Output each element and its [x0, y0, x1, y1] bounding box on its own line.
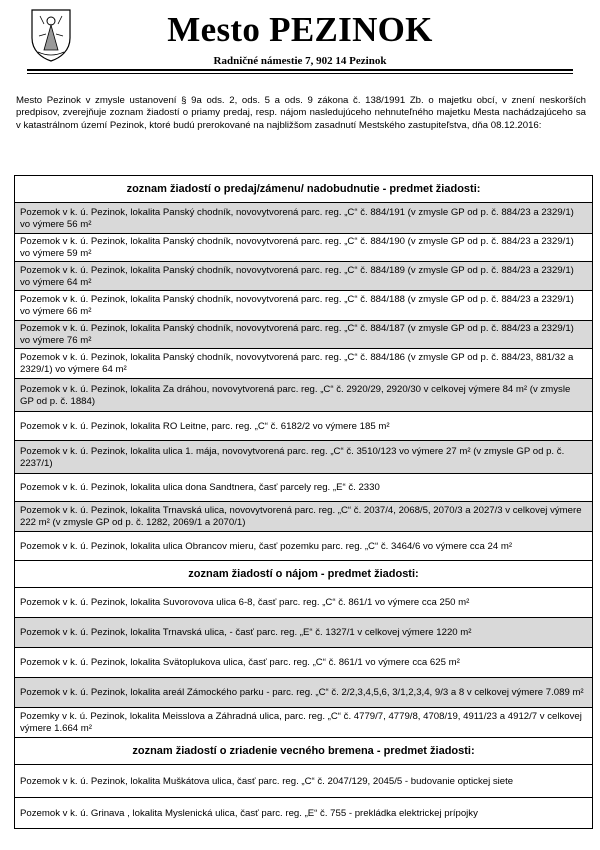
page-title: Mesto PEZINOK	[167, 10, 433, 49]
table-row: Pozemok v k. ú. Pezinok, lokalita Za dráhou, novovytvorená parc. reg. „C“ č. 2920/29, 2920/30 v celkovej výmere 84 m² (v zmysle GP od p. č. 1884)	[15, 379, 592, 412]
table-row: Pozemok v k. ú. Grinava , lokalita Myslenická ulica, časť parc. reg. „E“ č. 755 - prekládka elektrickej prípojky	[20, 807, 478, 819]
section-heading-lease: zoznam žiadostí o nájom - predmet žiadosti:	[15, 561, 592, 588]
table-row: Pozemok v k. ú. Pezinok, lokalita RO Leitne, parc. reg. „C“ č. 6182/2 vo výmere 185 m²	[15, 412, 592, 441]
table-row: Pozemok v k. ú. Pezinok, lokalita Suvorovova ulica 6-8, časť parc. reg. „C“ č. 861/1 vo výmere cca 250 m²	[15, 588, 592, 618]
intro-paragraph: Mesto Pezinok v zmysle ustanovení § 9a ods. 2, ods. 5 a ods. 9 zákona č. 138/1991 Zb. o majetku obcí, v znení neskorších predpisov, zverejňuje zoznam žiadostí o priamy predaj, resp. nájom nasledujúceho nehnuteľného majetku Mesta nachádzajúceho sa v katastrálnom území Pezinok, ktoré budú prerokované na najbližšom zasadnutí Mestského zastupiteľstva, dňa 08.12.2016:	[16, 95, 586, 131]
table-row: Pozemok v k. ú. Pezinok, lokalita Panský chodník, novovytvorená parc. reg. „C“ č. 884/188 (v zmysle GP od p. č. 884/23 a 2329/1) vo výmere 66 m²	[15, 291, 592, 321]
table-row: Pozemok v k. ú. Pezinok, lokalita Svätoplukova ulica, časť parc. reg. „C“ č. 861/1 vo výmere cca 625 m²	[15, 648, 592, 678]
table-row: Pozemok v k. ú. Pezinok, lokalita Trnavská ulica, - časť parc. reg. „E“ č. 1327/1 v celkovej výmere 1220 m²	[15, 618, 592, 648]
table-row: Pozemok v k. ú. Pezinok, lokalita Panský chodník, novovytvorená parc. reg. „C“ č. 884/191 (v zmysle GP od p. č. 884/23 a 2329/1) vo výmere 56 m²	[15, 203, 592, 234]
requests-table	[14, 175, 593, 829]
table-row: Pozemok v k. ú. Pezinok, lokalita Panský chodník, novovytvorená parc. reg. „C“ č. 884/187 (v zmysle GP od p. č. 884/23 a 2329/1) vo výmere 76 m²	[15, 321, 592, 349]
table-row: Pozemok v k. ú. Pezinok, lokalita ulica Obrancov mieru, časť pozemku parc. reg. „C“ č. 3464/6 vo výmere cca 24 m²	[15, 532, 592, 561]
table-row: Pozemok v k. ú. Pezinok, lokalita Panský chodník, novovytvorená parc. reg. „C“ č. 884/190 (v zmysle GP od p. č. 884/23 a 2329/1) vo výmere 59 m²	[15, 234, 592, 262]
table-row: Pozemok v k. ú. Pezinok, lokalita Panský chodník, novovytvorená parc. reg. „C“ č. 884/189 (v zmysle GP od p. č. 884/23 a 2329/1) vo výmere 64 m²	[15, 262, 592, 291]
header-divider-thin	[27, 73, 573, 74]
table-row: Pozemok v k. ú. Pezinok, lokalita Panský chodník, novovytvorená parc. reg. „C“ č. 884/186 (v zmysle GP od p. č. 884/23, 881/32 a 2329/1) vo výmere 64 m²	[15, 349, 592, 379]
table-row: Pozemok v k. ú. Pezinok, lokalita Muškátova ulica, časť parc. reg. „C“ č. 2047/129, 2045/5 - budovanie optickej siete	[15, 765, 592, 798]
section-heading-sale: zoznam žiadostí o predaj/zámenu/ nadobudnutie - predmet žiadosti:	[15, 176, 592, 203]
table-row: Pozemky v k. ú. Pezinok, lokalita Meisslova a Záhradná ulica, parc. reg. „C“ č. 4779/7, 4779/8, 4708/19, 4911/23 a 4912/7 v celkovej výmere 1.664 m²	[15, 708, 592, 738]
section-heading-easement: zoznam žiadostí o zriadenie vecného bremena - predmet žiadosti:	[15, 738, 592, 765]
table-row: Pozemok v k. ú. Pezinok, lokalita ulica dona Sandtnera, časť parcely reg. „E“ č. 2330	[15, 474, 592, 502]
header-divider	[27, 69, 573, 71]
table-row: Pozemok v k. ú. Pezinok, lokalita ulica 1. mája, novovytvorená parc. reg. „C“ č. 3510/123 vo výmere 27 m² (v zmysle GP od p. č. 2237/1)	[15, 441, 592, 474]
address-line: Radničné námestie 7, 902 14 Pezinok	[213, 55, 387, 67]
table-row: Pozemok v k. ú. Pezinok, lokalita Trnavská ulica, novovytvorená parc. reg. „C“ č. 2037/4, 2068/5, 2070/3 a 2027/3 v celkovej výmere 222 m² (v zmysle GP od p. č. 1282, 2069/1 a 2070/1)	[15, 502, 592, 532]
table-row: Pozemok v k. ú. Pezinok, lokalita areál Zámockého parku - parc. reg. „C“ č. 2/2,3,4,5,6, 3/1,2,3,4, 9/3 a 8 v celkovej výmere 7.089 m²	[15, 678, 592, 708]
